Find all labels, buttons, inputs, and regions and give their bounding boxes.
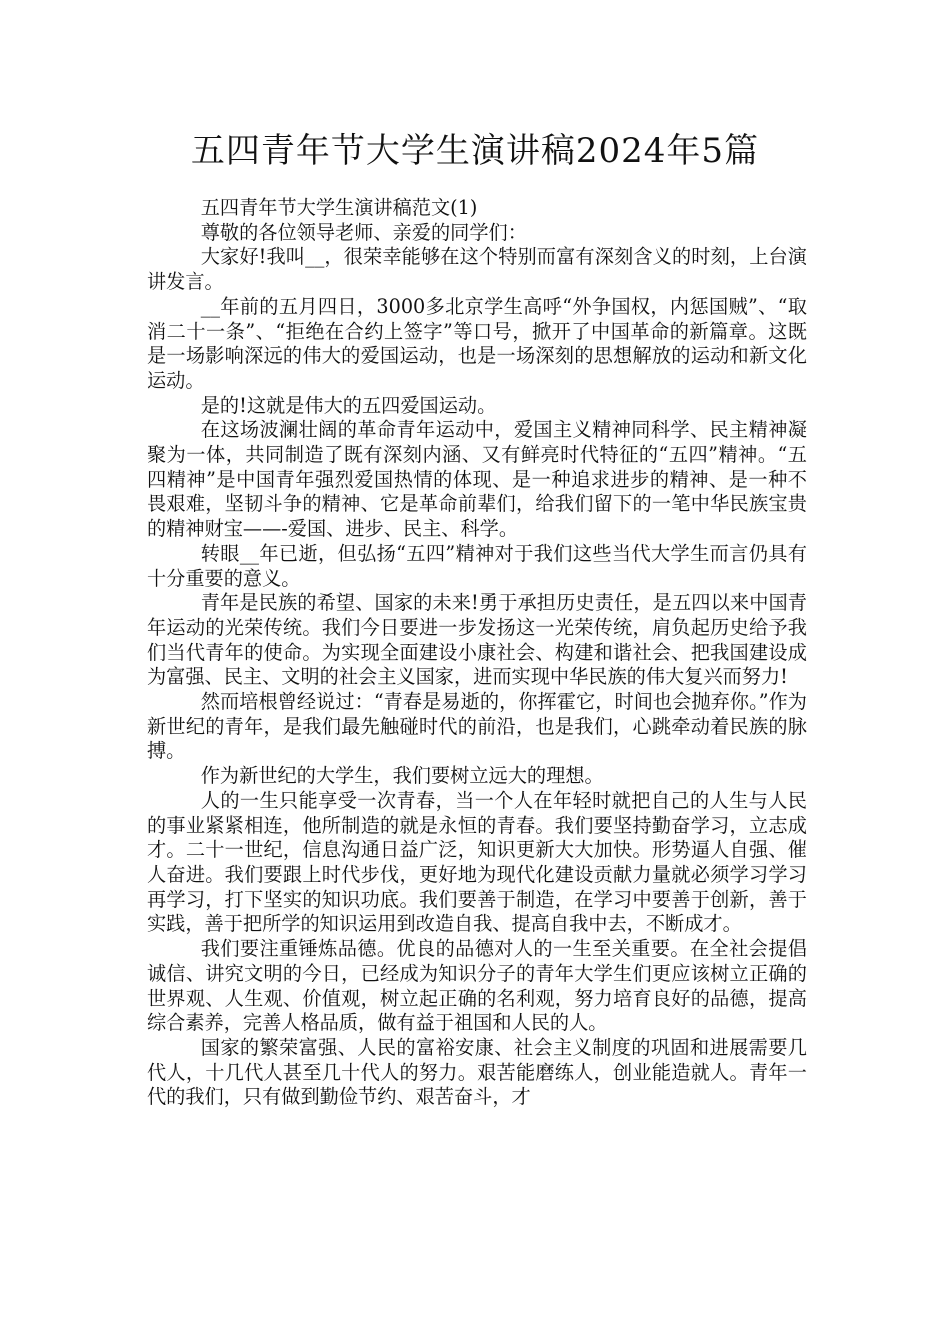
paragraph: 国家的繁荣富强、人民的富裕安康、社会主义制度的巩固和进展需要几代人，十几代人甚至几十代人的努力。艰苦能磨练人，创业能造就人。青年一代的我们，只有做到勤俭节约、艰苦奋斗，才: [147, 1035, 807, 1109]
paragraph: 人的一生只能享受一次青春，当一个人在年轻时就把自己的人生与人民的事业紧紧相连，他所制造的就是永恒的青春。我们要坚持勤奋学习，立志成才。二十一世纪，信息沟通日益广泛，知识更新大大加快。形势逼人自强、催人奋进。我们要跟上时代步伐，更好地为现代化建设贡献力量就必须学习学习再学习，打下坚实的知识功底。我们要善于制造，在学习中要善于创新，善于实践，善于把所学的知识运用到改造自我、提高自我中去，不断成才。: [147, 788, 807, 936]
paragraph-subtitle: 五四青年节大学生演讲稿范文(1): [200, 196, 478, 219]
paragraph: 作为新世纪的大学生，我们要树立远大的理想。: [200, 764, 604, 788]
paragraph: 是的!这就是伟大的五四爱国运动。: [200, 393, 497, 417]
paragraph: __年前的五月四日，3000多北京学生高呼“外争国权，内惩国贼”、“取消二十一条”、“拒绝在合约上签字”等口号，掀开了中国革命的新篇章。这既是一场影响深远的伟大的爱国运动，也是一场深刻的思想解放的运动和新文化运动。: [147, 294, 807, 392]
paragraph: 在这场波澜壮阔的革命青年运动中，爱国主义精神同科学、民主精神凝聚为一体，共同制造了既有深刻内涵、又有鲜亮时代特征的“五四”精神。“五四精神”是中国青年强烈爱国热情的体现、是一种追求进步的精神、是一种不畏艰难，坚韧斗争的精神、它是革命前辈们，给我们留下的一笔中华民族宝贵的精神财宝——-爱国、进步、民主、科学。: [147, 418, 807, 541]
document-title: 五四青年节大学生演讲稿2024年5篇: [190, 131, 760, 171]
document-body: [147, 196, 807, 1110]
paragraph: 青年是民族的希望、国家的未来!勇于承担历史责任，是五四以来中国青年运动的光荣传统。我们今日要进一步发扬这一光荣传统，肩负起历史给予我们当代青年的使命。为实现全面建设小康社会、构建和谐社会、把我国建设成为富强、民主、文明的社会主义国家，进而实现中华民族的伟大复兴而努力!: [147, 591, 807, 689]
paragraph: 转眼__年已逝，但弘扬“五四”精神对于我们这些当代大学生而言仍具有十分重要的意义。: [147, 541, 807, 590]
paragraph-salutation: 尊敬的各位领导老师、亲爱的同学们：: [200, 220, 527, 244]
paragraph: 大家好!我叫__，很荣幸能够在这个特别而富有深刻含义的时刻，上台演讲发言。: [147, 245, 807, 294]
paragraph: 然而培根曾经说过：“青春是易逝的，你挥霍它，时间也会抛弃你。”作为新世纪的青年，是我们最先触碰时代的前沿，也是我们，心跳牵动着民族的脉搏。: [147, 690, 807, 763]
paragraph: 我们要注重锤炼品德。优良的品德对人的一生至关重要。在全社会提倡诚信、讲究文明的今日，已经成为知识分子的青年大学生们更应该树立正确的世界观、人生观、价值观，树立起正确的名利观，努力培育良好的品德，提高综合素养，完善人格品质，做有益于祖国和人民的人。: [147, 937, 807, 1035]
